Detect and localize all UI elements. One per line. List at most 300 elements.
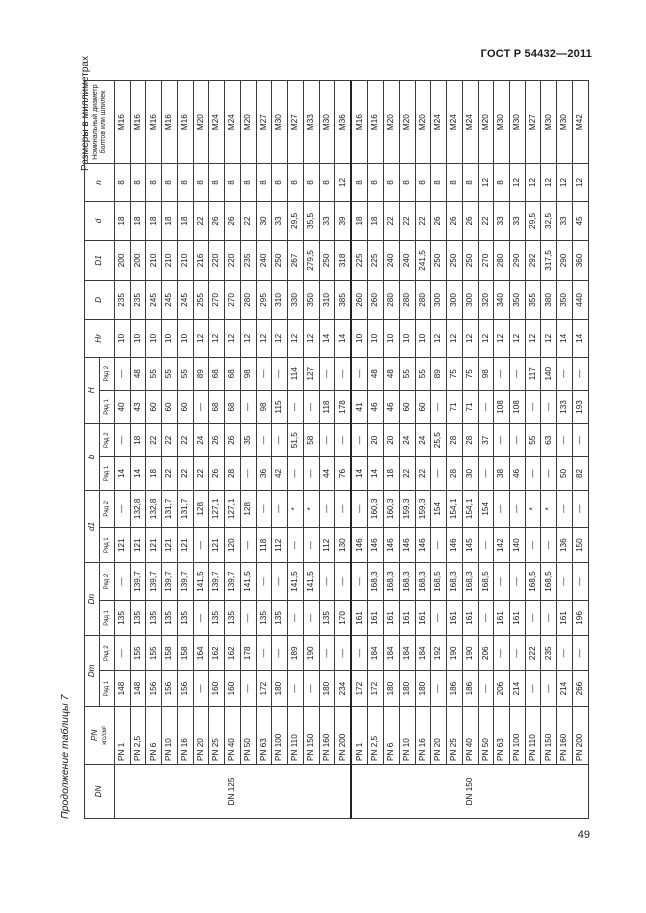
cell-D: 280	[399, 280, 415, 319]
cell-n: 8	[494, 164, 510, 201]
table-row	[256, 81, 272, 819]
cell-D1: 241,5	[415, 241, 431, 280]
cell-dn1: —	[525, 600, 541, 635]
table-row	[541, 81, 557, 819]
cell-d: 29,5	[525, 201, 541, 240]
cell-dm1: —	[303, 671, 319, 706]
cell-h2: 55	[177, 357, 193, 390]
pn-cell: PN 200	[572, 706, 588, 764]
cell-dn2: —	[510, 563, 526, 600]
table-body	[115, 81, 589, 819]
cell-b1: 14	[115, 457, 131, 490]
cell-bolt: M20	[384, 81, 400, 164]
pn-cell: PN 110	[288, 706, 304, 764]
cell-hr: 10	[146, 320, 162, 357]
table-row	[162, 81, 178, 819]
cell-bolt: M24	[431, 81, 447, 164]
cell-n: 8	[130, 164, 146, 201]
cell-b1: 82	[572, 457, 588, 490]
cell-h1: 71	[447, 390, 463, 423]
cell-d: 29,5	[288, 201, 304, 240]
pn-cell: PN 16	[177, 706, 193, 764]
cell-b1: 18	[384, 457, 400, 490]
cell-dm2: 158	[162, 636, 178, 671]
cell-dm2: —	[319, 636, 335, 671]
cell-hr: 14	[557, 320, 573, 357]
cell-D1: 360	[572, 241, 588, 280]
table-row	[510, 81, 526, 819]
cell-D1: 317,5	[541, 241, 557, 280]
cell-d12: —	[572, 490, 588, 527]
cell-h2: —	[572, 357, 588, 390]
cell-dn2: —	[494, 563, 510, 600]
cell-dn2: 168,5	[541, 563, 557, 600]
cell-bolt: M24	[209, 81, 225, 164]
cell-D1: 220	[225, 241, 241, 280]
cell-dm2: —	[572, 636, 588, 671]
cell-bolt: M16	[115, 81, 131, 164]
cell-d11: 146	[447, 528, 463, 563]
cell-d11: —	[288, 528, 304, 563]
cell-dm1: 148	[115, 671, 131, 706]
table-row	[240, 81, 256, 819]
cell-d12: —	[335, 490, 352, 527]
cell-dm2: 178	[240, 636, 256, 671]
table-row	[115, 81, 131, 819]
table-row	[384, 81, 400, 819]
cell-d12: 127,1	[209, 490, 225, 527]
cell-bolt: M27	[288, 81, 304, 164]
pn-cell: PN 10	[399, 706, 415, 764]
cell-n: 8	[351, 164, 368, 201]
pn-cell: PN 50	[240, 706, 256, 764]
cell-hr: 10	[162, 320, 178, 357]
cell-dn2: —	[557, 563, 573, 600]
cell-h1: —	[193, 390, 209, 423]
cell-d12: —	[256, 490, 272, 527]
header-row1: Ряд 1	[100, 600, 115, 635]
cell-dm2: —	[351, 636, 368, 671]
header-row1: Ряд 1	[100, 671, 115, 706]
cell-D: 260	[351, 280, 368, 319]
cell-D: 440	[572, 280, 588, 319]
cell-d12: —	[319, 490, 335, 527]
header-d1: d1	[85, 490, 100, 563]
cell-d11: 146	[399, 528, 415, 563]
cell-dn1: 135	[256, 600, 272, 635]
cell-d: 32,5	[541, 201, 557, 240]
cell-b2: 24	[399, 424, 415, 457]
pn-cell: PN 160	[319, 706, 335, 764]
cell-b1: 22	[193, 457, 209, 490]
table-row	[494, 81, 510, 819]
cell-h1: 46	[384, 390, 400, 423]
cell-dn1: 161	[415, 600, 431, 635]
cell-bolt: M16	[162, 81, 178, 164]
cell-d12: —	[557, 490, 573, 527]
cell-D: 235	[130, 280, 146, 319]
cell-d11: —	[541, 528, 557, 563]
cell-h2: —	[272, 357, 288, 390]
cell-h2: 98	[478, 357, 494, 390]
cell-dm1: —	[541, 671, 557, 706]
cell-b2: 26	[225, 424, 241, 457]
table-row	[288, 81, 304, 819]
cell-D: 235	[115, 280, 131, 319]
cell-b2: 26	[209, 424, 225, 457]
cell-b2: —	[351, 424, 368, 457]
cell-D: 330	[288, 280, 304, 319]
cell-d: 30	[256, 201, 272, 240]
cell-b1: 14	[368, 457, 384, 490]
cell-bolt: M24	[225, 81, 241, 164]
cell-bolt: M16	[351, 81, 368, 164]
cell-h2: 68	[225, 357, 241, 390]
cell-dn1: 135	[146, 600, 162, 635]
cell-dn1: —	[193, 600, 209, 635]
table-row	[335, 81, 352, 819]
cell-dm1: 214	[557, 671, 573, 706]
cell-b2: 37	[478, 424, 494, 457]
cell-dn2: 168,5	[525, 563, 541, 600]
cell-D: 280	[384, 280, 400, 319]
cell-d11: —	[478, 528, 494, 563]
cell-hr: 12	[256, 320, 272, 357]
cell-D: 280	[240, 280, 256, 319]
cell-dn1: 135	[225, 600, 241, 635]
cell-d12: —	[510, 490, 526, 527]
cell-n: 8	[319, 164, 335, 201]
cell-h1: —	[525, 390, 541, 423]
cell-D1: 225	[351, 241, 368, 280]
cell-dm2: 162	[209, 636, 225, 671]
cell-bolt: M42	[572, 81, 588, 164]
cell-dn1: 161	[351, 600, 368, 635]
cell-D1: 290	[510, 241, 526, 280]
cell-h1: 115	[272, 390, 288, 423]
cell-dn1: 161	[368, 600, 384, 635]
cell-bolt: M24	[462, 81, 478, 164]
cell-b2: 22	[162, 424, 178, 457]
header-row2: Ряд 2	[100, 424, 115, 457]
cell-d: 18	[146, 201, 162, 240]
table-row	[462, 81, 478, 819]
cell-n: 8	[447, 164, 463, 201]
cell-h2: 48	[130, 357, 146, 390]
pn-cell: PN 6	[384, 706, 400, 764]
cell-bolt: M20	[478, 81, 494, 164]
cell-b1: 76	[335, 457, 352, 490]
cell-bolt: M16	[130, 81, 146, 164]
cell-dm2: 192	[431, 636, 447, 671]
cell-d: 18	[368, 201, 384, 240]
pn-cell: PN 150	[303, 706, 319, 764]
dn-group-label: DN 125	[115, 764, 352, 818]
cell-d12: —	[115, 490, 131, 527]
cell-dn1: 135	[130, 600, 146, 635]
cell-b2: 35	[240, 424, 256, 457]
pn-cell: PN 10	[162, 706, 178, 764]
cell-bolt: M30	[272, 81, 288, 164]
cell-b2: —	[494, 424, 510, 457]
cell-dm2: 155	[130, 636, 146, 671]
cell-dm1: 180	[415, 671, 431, 706]
cell-dm2: 184	[399, 636, 415, 671]
cell-dm2: 235	[541, 636, 557, 671]
pn-cell: PN 50	[478, 706, 494, 764]
cell-d11: 136	[557, 528, 573, 563]
cell-D1: 250	[431, 241, 447, 280]
cell-n: 8	[272, 164, 288, 201]
cell-d11: 121	[177, 528, 193, 563]
cell-d: 18	[177, 201, 193, 240]
cell-d: 33	[510, 201, 526, 240]
pn-cell: PN 100	[272, 706, 288, 764]
header-pn	[85, 706, 115, 764]
cell-D: 270	[209, 280, 225, 319]
cell-D: 340	[494, 280, 510, 319]
cell-dm1: 214	[510, 671, 526, 706]
cell-bolt: M16	[177, 81, 193, 164]
cell-h1: —	[303, 390, 319, 423]
cell-b1: 28	[225, 457, 241, 490]
header-d1-bolt-circle: D1	[85, 241, 115, 280]
cell-b2: 20	[384, 424, 400, 457]
cell-D: 355	[525, 280, 541, 319]
cell-dm2: 190	[447, 636, 463, 671]
cell-d12: *	[525, 490, 541, 527]
cell-D: 380	[541, 280, 557, 319]
cell-h2: 117	[525, 357, 541, 390]
cell-D: 300	[447, 280, 463, 319]
cell-bolt: M30	[541, 81, 557, 164]
cell-hr: 10	[351, 320, 368, 357]
cell-dn2: 168,3	[384, 563, 400, 600]
cell-d12: *	[288, 490, 304, 527]
table-row	[225, 81, 241, 819]
cell-d12: 131,7	[177, 490, 193, 527]
cell-b2: 63	[541, 424, 557, 457]
cell-n: 8	[288, 164, 304, 201]
cell-d12: 160,3	[368, 490, 384, 527]
cell-d: 22	[193, 201, 209, 240]
cell-d12: 159,3	[399, 490, 415, 527]
cell-dn2: 168,3	[415, 563, 431, 600]
cell-b1: —	[288, 457, 304, 490]
cell-bolt: M24	[447, 81, 463, 164]
cell-d: 33	[272, 201, 288, 240]
cell-dn2: 168,5	[478, 563, 494, 600]
cell-hr: 12	[225, 320, 241, 357]
cell-dn2: 168,3	[447, 563, 463, 600]
cell-d12: —	[351, 490, 368, 527]
cell-h2: —	[335, 357, 352, 390]
cell-b1: 44	[319, 457, 335, 490]
cell-n: 12	[510, 164, 526, 201]
pn-cell: PN 1	[115, 706, 131, 764]
cell-dn1: 135	[272, 600, 288, 635]
cell-b2: 24	[415, 424, 431, 457]
cell-D: 385	[335, 280, 352, 319]
cell-d12: 132,8	[146, 490, 162, 527]
cell-d11: 112	[272, 528, 288, 563]
pn-cell: PN 25	[447, 706, 463, 764]
cell-D: 350	[510, 280, 526, 319]
cell-dm1: 172	[256, 671, 272, 706]
table-row	[130, 81, 146, 819]
cell-dn1: —	[478, 600, 494, 635]
cell-d11: 130	[335, 528, 352, 563]
cell-dn2: 168,3	[368, 563, 384, 600]
cell-h2: —	[510, 357, 526, 390]
cell-dn2: 168,3	[399, 563, 415, 600]
cell-dm1: 234	[335, 671, 352, 706]
cell-dn1: 161	[510, 600, 526, 635]
cell-bolt: M30	[319, 81, 335, 164]
cell-n: 8	[256, 164, 272, 201]
cell-d12: 131,7	[162, 490, 178, 527]
cell-dn1: —	[288, 600, 304, 635]
table-row	[557, 81, 573, 819]
cell-D: 280	[415, 280, 431, 319]
cell-h2: 55	[146, 357, 162, 390]
cell-d11: 142	[494, 528, 510, 563]
cell-D1: 200	[115, 241, 131, 280]
cell-dn2: 139,7	[162, 563, 178, 600]
cell-dn2: —	[272, 563, 288, 600]
cell-D: 310	[272, 280, 288, 319]
cell-bolt: M20	[193, 81, 209, 164]
cell-dn1: 135	[209, 600, 225, 635]
header-row2: Ряд 2	[100, 490, 115, 527]
cell-b1: 28	[447, 457, 463, 490]
cell-b1: 42	[272, 457, 288, 490]
table-row	[447, 81, 463, 819]
cell-d12: 154	[478, 490, 494, 527]
cell-b2: —	[256, 424, 272, 457]
pn-cell: PN 2,5	[368, 706, 384, 764]
cell-h1: 41	[351, 390, 368, 423]
cell-bolt: M33	[303, 81, 319, 164]
cell-D: 245	[162, 280, 178, 319]
pn-cell: PN 40	[462, 706, 478, 764]
cell-dm2: —	[272, 636, 288, 671]
cell-d11: —	[525, 528, 541, 563]
cell-D: 260	[368, 280, 384, 319]
cell-d11: 146	[368, 528, 384, 563]
cell-b2: 28	[447, 424, 463, 457]
cell-dm2: —	[494, 636, 510, 671]
cell-dn2: 139,7	[209, 563, 225, 600]
cell-b1: 22	[399, 457, 415, 490]
cell-n: 8	[303, 164, 319, 201]
cell-bolt: M16	[146, 81, 162, 164]
header-b: b	[85, 424, 100, 491]
cell-dm2: 184	[368, 636, 384, 671]
cell-b1: 36	[256, 457, 272, 490]
cell-hr: 12	[478, 320, 494, 357]
cell-D: 350	[557, 280, 573, 319]
cell-dn1: 196	[572, 600, 588, 635]
pn-cell: PN 20	[193, 706, 209, 764]
cell-d11: 118	[256, 528, 272, 563]
cell-bolt: M20	[415, 81, 431, 164]
cell-h1: 60	[415, 390, 431, 423]
cell-h2: 48	[384, 357, 400, 390]
cell-h2: 89	[431, 357, 447, 390]
cell-h2: 55	[162, 357, 178, 390]
cell-dm2: 222	[525, 636, 541, 671]
header-dm: Dm	[85, 636, 100, 707]
pn-cell: PN 6	[146, 706, 162, 764]
rotated-table-container	[84, 80, 589, 819]
table-row	[146, 81, 162, 819]
cell-hr: 12	[303, 320, 319, 357]
table-row	[415, 81, 431, 819]
cell-hr: 12	[510, 320, 526, 357]
cell-bolt: M20	[399, 81, 415, 164]
cell-dm1: —	[431, 671, 447, 706]
cell-b1: 22	[162, 457, 178, 490]
cell-d: 26	[209, 201, 225, 240]
header-row2: Ряд 2	[100, 357, 115, 390]
cell-n: 8	[225, 164, 241, 201]
table-row	[525, 81, 541, 819]
cell-h2: 114	[288, 357, 304, 390]
cell-hr: 12	[288, 320, 304, 357]
cell-h1: 118	[319, 390, 335, 423]
cell-dn2: 139,7	[177, 563, 193, 600]
cell-dn2: —	[256, 563, 272, 600]
cell-d: 18	[162, 201, 178, 240]
cell-b2: —	[272, 424, 288, 457]
cell-d11: 121	[209, 528, 225, 563]
cell-n: 8	[462, 164, 478, 201]
cell-b1: —	[431, 457, 447, 490]
cell-d11: 121	[162, 528, 178, 563]
document-code: ГОСТ Р 54432—2011	[480, 48, 592, 60]
header-row1: Ряд 1	[100, 457, 115, 490]
cell-dn2: 141,5	[288, 563, 304, 600]
cell-b1: 14	[351, 457, 368, 490]
cell-D1: 250	[272, 241, 288, 280]
cell-b2: —	[115, 424, 131, 457]
header-d-hole: d	[85, 201, 115, 240]
cell-d12: 154	[431, 490, 447, 527]
cell-b2: 25,5	[431, 424, 447, 457]
cell-D1: 250	[462, 241, 478, 280]
cell-d11: 121	[115, 528, 131, 563]
page-number: 49	[577, 829, 590, 841]
cell-dm2: —	[115, 636, 131, 671]
cell-dm1: 156	[177, 671, 193, 706]
cell-D1: 240	[399, 241, 415, 280]
cell-n: 8	[384, 164, 400, 201]
cell-d11: 146	[351, 528, 368, 563]
cell-n: 8	[177, 164, 193, 201]
cell-d11: 145	[462, 528, 478, 563]
cell-dm1: 156	[146, 671, 162, 706]
cell-b2: 22	[177, 424, 193, 457]
cell-dm2: —	[256, 636, 272, 671]
cell-h2: —	[115, 357, 131, 390]
cell-d12: *	[303, 490, 319, 527]
cell-n: 8	[240, 164, 256, 201]
cell-dm2: 164	[193, 636, 209, 671]
table-row	[303, 81, 319, 819]
table-row	[351, 81, 368, 819]
cell-dm2: 162	[225, 636, 241, 671]
